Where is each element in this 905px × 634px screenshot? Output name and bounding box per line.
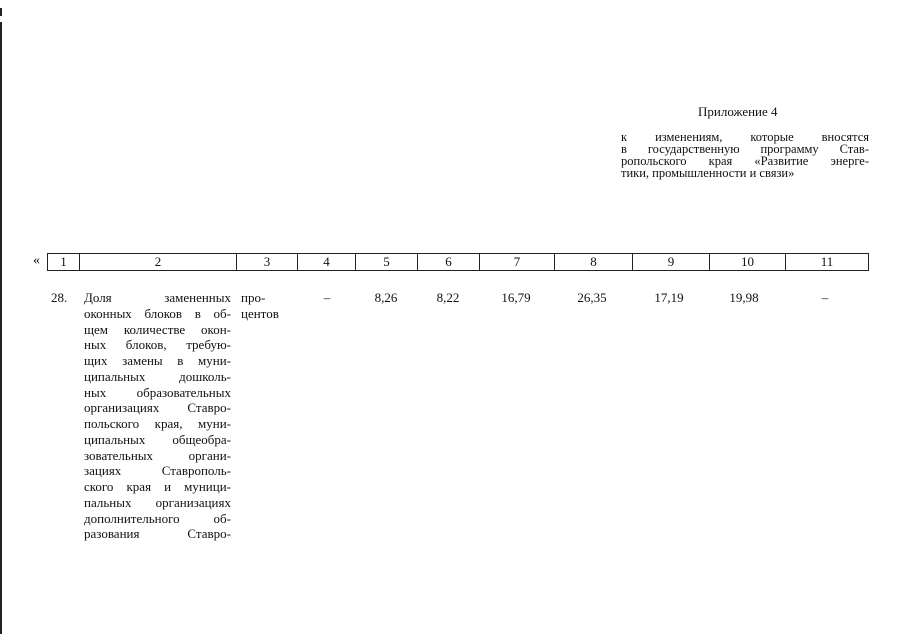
value-cell-col9: 17,19	[654, 290, 684, 305]
value-cell-col11: –	[821, 290, 829, 305]
column-header: 4	[298, 254, 356, 271]
column-header: 8	[555, 254, 633, 271]
caption-line: к изменениям, которые вносятся	[621, 130, 869, 144]
value-cell-col5: 8,26	[374, 290, 398, 305]
value-cell-col4: –	[323, 290, 331, 305]
description-line: щих замены в муни-	[84, 353, 231, 368]
appendix-caption	[621, 131, 869, 179]
unit-line: про-	[241, 290, 266, 305]
row-description	[84, 290, 231, 542]
description-line: зациях Ставрополь-	[84, 463, 231, 479]
column-number-header	[47, 253, 869, 271]
margin-tick	[0, 8, 2, 16]
description-line: зовательных органи-	[84, 447, 231, 463]
opening-quote: «	[33, 253, 40, 268]
column-header: 7	[480, 254, 555, 271]
binding-line	[0, 22, 2, 634]
value-cell-col6: 8,22	[436, 290, 460, 305]
column-header: 5	[356, 254, 418, 271]
description-line: организациях Ставро-	[84, 400, 231, 416]
value-cell-col7: 16,79	[501, 290, 531, 305]
caption-line: в государственную программу Став-	[621, 142, 869, 156]
value-cell-col10: 19,98	[729, 290, 759, 305]
value-cell-col8: 26,35	[577, 290, 607, 305]
description-line: дополнительного об-	[84, 510, 231, 526]
description-line: ципальных дошколь-	[84, 368, 231, 384]
description-line: ных блоков, требую-	[84, 337, 231, 353]
description-line: ных образовательных	[84, 384, 231, 400]
caption-line: ропольского края «Развитие энерге-	[621, 154, 869, 168]
column-header: 11	[786, 254, 869, 271]
column-header: 6	[418, 254, 480, 271]
description-line: оконных блоков в об-	[84, 305, 231, 321]
description-line: польского края, муни-	[84, 416, 231, 431]
row-number: 28.	[51, 290, 68, 305]
description-line: пальных организациях	[84, 494, 231, 510]
description-line: Доля замененных	[84, 290, 231, 305]
description-line: ского края и муници-	[84, 479, 231, 494]
column-header: 2	[80, 254, 237, 271]
caption-line: тики, промышленности и связи»	[621, 166, 795, 180]
column-header: 1	[48, 254, 80, 271]
unit-line: центов	[241, 305, 279, 321]
column-header: 10	[710, 254, 786, 271]
description-line: ципальных общеобра-	[84, 431, 231, 447]
description-line: щем количестве окон-	[84, 321, 231, 337]
description-line: разования Ставро-	[84, 526, 231, 542]
row-unit	[241, 290, 291, 322]
column-header: 9	[633, 254, 710, 271]
appendix-title: Приложение 4	[698, 104, 778, 119]
column-header: 3	[237, 254, 298, 271]
